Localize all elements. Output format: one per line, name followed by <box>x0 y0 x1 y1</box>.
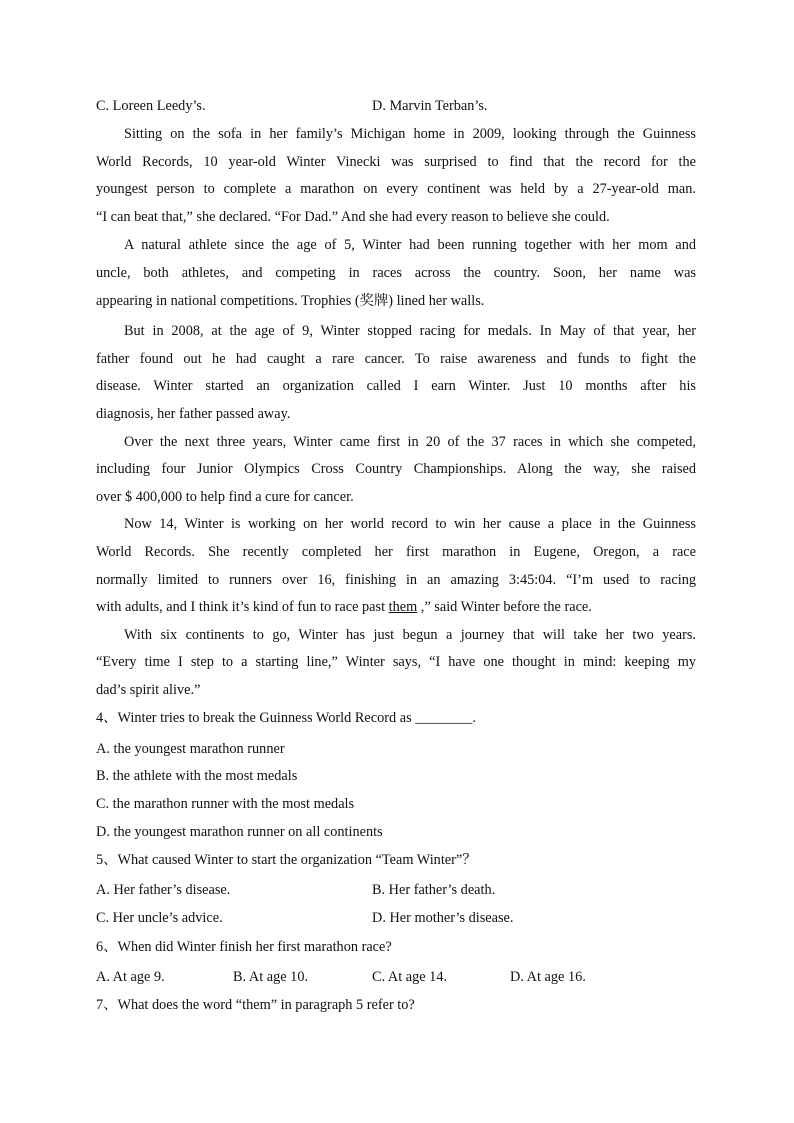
prev-option-c: C. Loreen Leedy’s. <box>96 98 206 114</box>
question-6-option-d: D. At age 16. <box>510 969 586 985</box>
paragraph-6-line-1: With six continents to go, Winter has just begun a journey that will take her two years. <box>124 627 696 643</box>
underlined-word-them: them <box>388 599 418 615</box>
question-5-stem: 5、What caused Winter to start the organization “Team Winter”？ <box>96 852 477 868</box>
question-6-option-b: B. At age 10. <box>233 969 309 985</box>
question-5-option-d: D. Her mother’s disease. <box>372 910 514 926</box>
paragraph-3-line-2: father found out he had caught a rare cancer. To raise awareness and funds to fight the <box>96 351 696 367</box>
question-4-stem: 4、Winter tries to break the Guinness World Record as ________. <box>96 710 476 726</box>
paragraph-1-line-4: “I can beat that,” she declared. “For Dad.” And she had every reason to believe she could. <box>96 209 610 225</box>
p5-text-before: with adults, and I think it’s kind of fun to race past <box>96 599 389 615</box>
paragraph-1-line-2: World Records, 10 year-old Winter Vinecki was surprised to find that the record for the <box>96 154 696 170</box>
paragraph-4-line-3: over $ 400,000 to help find a cure for cancer. <box>96 489 354 505</box>
question-6-stem: 6、When did Winter finish her first marathon race? <box>96 939 392 955</box>
question-6-option-a: A. At age 9. <box>96 969 165 985</box>
paragraph-1-line-3: youngest person to complete a marathon on every continent was held by a 27-year-old man. <box>96 181 696 197</box>
question-4-option-d: D. the youngest marathon runner on all continents <box>96 824 383 840</box>
p5-text-after: ,” said Winter before the race. <box>417 599 592 615</box>
question-4-option-b: B. the athlete with the most medals <box>96 768 298 784</box>
paragraph-2-line-2: uncle, both athletes, and competing in races across the country. Soon, her name was <box>96 265 696 281</box>
paragraph-1-line-1: Sitting on the sofa in her family’s Michigan home in 2009, looking through the Guinness <box>124 126 696 142</box>
paragraph-2-line-1: A natural athlete since the age of 5, Winter had been running together with her mom and <box>124 237 696 253</box>
paragraph-2-line-3: appearing in national competitions. Trophies (奖牌) lined her walls. <box>96 293 485 309</box>
question-7-stem: 7、What does the word “them” in paragraph 5 refer to? <box>96 997 415 1013</box>
paragraph-4-line-2: including four Junior Olympics Cross Country Championships. Along the way, she raised <box>96 461 696 477</box>
paragraph-5-line-4 <box>96 597 696 617</box>
question-5-option-b: B. Her father’s death. <box>372 882 496 898</box>
question-5-option-c: C. Her uncle’s advice. <box>96 910 223 926</box>
paragraph-3-line-1: But in 2008, at the age of 9, Winter stopped racing for medals. In May of that year, her <box>124 323 696 339</box>
paragraph-3-line-4: diagnosis, her father passed away. <box>96 406 291 422</box>
paragraph-5-line-3: normally limited to runners over 16, finishing in an amazing 3:45:04. “I’m used to racing <box>96 572 696 588</box>
paragraph-6-line-3: dad’s spirit alive.” <box>96 682 201 698</box>
question-6-options <box>0 967 794 987</box>
paragraph-5-line-2: World Records. She recently completed her first marathon in Eugene, Oregon, a race <box>96 544 696 560</box>
question-6-option-c: C. At age 14. <box>372 969 448 985</box>
question-4-option-a: A. the youngest marathon runner <box>96 741 285 757</box>
paragraph-3-line-3: disease. Winter started an organization called I earn Winter. Just 10 months after his <box>96 378 696 394</box>
question-4-option-c: C. the marathon runner with the most medals <box>96 796 355 812</box>
question-5-option-a: A. Her father’s disease. <box>96 882 231 898</box>
prev-option-d: D. Marvin Terban’s. <box>372 98 488 114</box>
paragraph-5-line-1: Now 14, Winter is working on her world record to win her cause a place in the Guinness <box>124 516 696 532</box>
paragraph-6-line-2: “Every time I step to a starting line,” Winter says, “I have one thought in mind: keeping my <box>96 654 696 670</box>
paragraph-4-line-1: Over the next three years, Winter came first in 20 of the 37 races in which she competed, <box>124 434 696 450</box>
